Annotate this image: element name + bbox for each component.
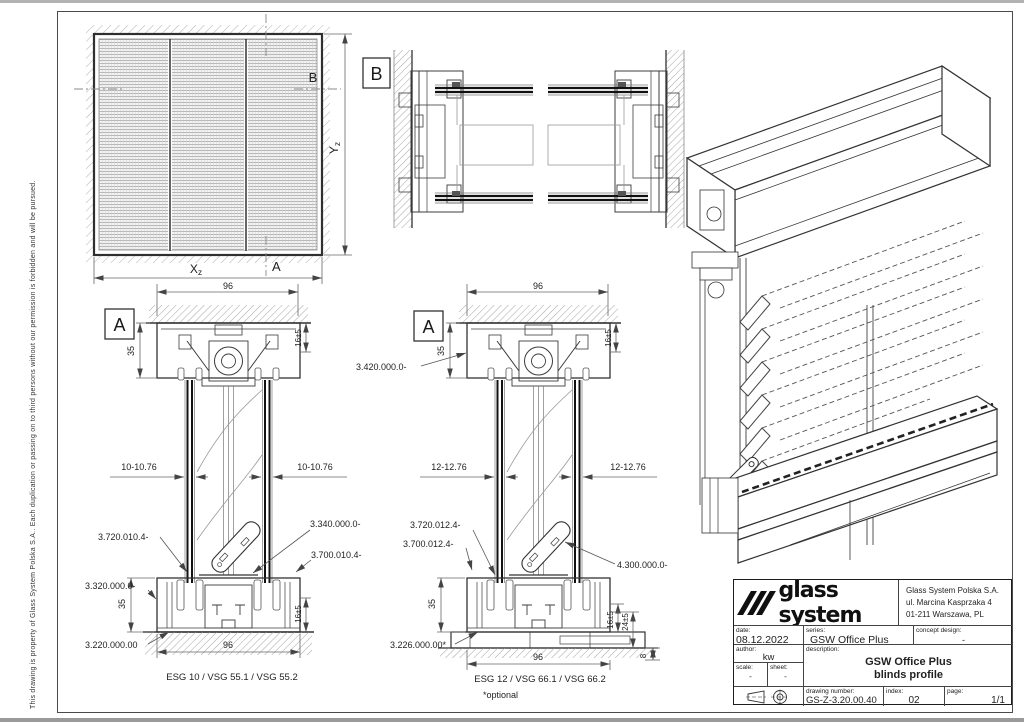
part-gasket-inner: 3.720.010.4- bbox=[98, 532, 149, 542]
header-beam bbox=[687, 66, 990, 298]
blinds-panel-texture bbox=[99, 39, 317, 250]
section-a1-view bbox=[85, 281, 362, 683]
dim-16-bottom: 16±5 bbox=[606, 611, 615, 629]
dim-16-bottom: 16±5 bbox=[294, 605, 303, 623]
dim-xz: Xz bbox=[189, 262, 203, 277]
page-cell bbox=[944, 686, 1013, 706]
sheet-label: sheet: bbox=[770, 664, 788, 671]
disclaimer-text: This drawing is property of Glass System Polska S.A.. Each duplication or passing on to third persons without our permission is forbidden and will be pursued. bbox=[30, 180, 37, 709]
dim-35-top: 35 bbox=[126, 345, 136, 357]
base-plate bbox=[451, 632, 645, 648]
section-b-label: B bbox=[370, 64, 383, 84]
wall-hatch-right bbox=[666, 50, 684, 228]
author-value: kw bbox=[762, 652, 775, 662]
index-value: 02 bbox=[908, 695, 920, 706]
section-b-mark: B bbox=[308, 70, 318, 85]
author-cell bbox=[734, 644, 803, 662]
dim-glass-right: 10-10.76 bbox=[297, 462, 333, 472]
iso-view bbox=[687, 66, 997, 563]
wall-hatch-left bbox=[394, 50, 412, 228]
dim-glass-left: 12-12.76 bbox=[431, 462, 467, 472]
dim-35-bottom: 35 bbox=[117, 598, 127, 610]
part-gasket-outer: 3.700.010.4- bbox=[311, 550, 362, 560]
series-label: series: bbox=[806, 627, 826, 634]
description-label: description: bbox=[806, 646, 840, 653]
section-b-view bbox=[363, 50, 684, 228]
sheet-value: - bbox=[784, 672, 787, 681]
part-gasket-inner: 3.720.012.4- bbox=[410, 520, 461, 530]
section-a1-label: A bbox=[113, 315, 126, 335]
date-value: 08.12.2022 bbox=[736, 634, 789, 644]
part-top-profile: 3.420.000.0- bbox=[356, 362, 407, 372]
first-angle-projection-icon bbox=[744, 689, 796, 705]
drawing-number-value: GS-Z-3.20.00.40 bbox=[806, 695, 877, 706]
part-gasket-outer: 3.700.012.4- bbox=[403, 539, 454, 549]
concept-design-value: - bbox=[962, 635, 965, 644]
dim-8-plate: 8 bbox=[639, 653, 648, 659]
drawing-number-label: drawing number: bbox=[806, 688, 855, 695]
section-a2-texts bbox=[356, 281, 668, 700]
dim-16-top: 16±5 bbox=[604, 329, 613, 347]
dim-96-top: 96 bbox=[532, 281, 544, 291]
company-line1: Glass System Polska S.A. bbox=[906, 586, 999, 595]
part-bottom-rail: 3.340.000.0- bbox=[310, 519, 361, 529]
scale-value: - bbox=[749, 672, 752, 681]
part-bottom-profile: 3.320.000.0- bbox=[85, 581, 136, 591]
title-block bbox=[733, 579, 1012, 705]
glass-spec-label: ESG 10 / VSG 55.1 / VSG 55.2 bbox=[166, 672, 298, 683]
description-line2: blinds profile bbox=[873, 669, 944, 681]
front-view bbox=[74, 14, 352, 284]
page-label: page: bbox=[947, 688, 964, 695]
company-line3: 01-211 Warszawa, PL bbox=[906, 610, 984, 619]
glass-reflection-arcs bbox=[197, 390, 262, 540]
concept-design-label: concept design: bbox=[916, 627, 962, 634]
glass-plan bbox=[435, 85, 648, 203]
optional-note: *optional bbox=[483, 690, 519, 700]
dim-glass-left: 10-10.76 bbox=[121, 462, 157, 472]
dim-24-bottom: 24±5 bbox=[621, 613, 630, 631]
company-cell bbox=[898, 580, 1013, 625]
date-cell bbox=[734, 625, 803, 644]
index-cell bbox=[883, 686, 944, 706]
drawing-number-cell bbox=[803, 686, 883, 706]
dim-35-top: 35 bbox=[436, 345, 446, 357]
part-base-plate: 3.226.000.00* bbox=[390, 640, 447, 650]
index-label: index: bbox=[886, 688, 904, 695]
section-a2-view bbox=[356, 281, 668, 700]
logo-cell bbox=[734, 580, 898, 625]
scale-cell bbox=[734, 662, 767, 686]
series-cell bbox=[803, 625, 913, 644]
company-line2: ul. Marcina Kasprzaka 4 bbox=[906, 598, 992, 607]
date-label: date: bbox=[736, 627, 751, 634]
projection-symbol-cell bbox=[734, 686, 803, 706]
dim-16-top: 16±5 bbox=[294, 329, 303, 347]
dim-96-bottom: 96 bbox=[222, 640, 234, 650]
page-value: 1/1 bbox=[991, 695, 1005, 706]
description-line1: GSW Office Plus bbox=[865, 656, 952, 668]
sheet-cell bbox=[767, 662, 803, 686]
glass-reflection-arcs bbox=[507, 390, 572, 540]
cassette-outline bbox=[457, 95, 624, 193]
glass-system-logo-icon bbox=[744, 591, 773, 615]
section-a2-dim-lines bbox=[420, 284, 660, 670]
glass-spec-label: ESG 12 / VSG 66.1 / VSG 66.2 bbox=[474, 674, 606, 685]
gasket-dots bbox=[452, 82, 626, 196]
dim-yz: Yz bbox=[327, 141, 342, 155]
series-value: GSW Office Plus bbox=[810, 634, 889, 644]
concept-design-cell bbox=[913, 625, 1013, 644]
description-cell bbox=[803, 644, 1013, 686]
section-a2-label: A bbox=[422, 317, 435, 337]
louvre-slat-section bbox=[209, 519, 264, 576]
author-label: author: bbox=[736, 646, 757, 653]
dim-glass-right: 12-12.76 bbox=[610, 462, 646, 472]
part-slat: 4.300.000.0- bbox=[617, 560, 668, 570]
logo-text: glass system bbox=[778, 580, 862, 625]
dim-35-bottom: 35 bbox=[427, 598, 437, 610]
dim-96-top: 96 bbox=[222, 281, 234, 291]
part-base-profile: 3.220.000.00 bbox=[85, 640, 138, 650]
section-a-mark: A bbox=[272, 259, 281, 274]
scale-label: scale: bbox=[736, 664, 753, 671]
louvre-slat-section bbox=[519, 519, 574, 576]
dim-96-bottom: 96 bbox=[532, 652, 544, 662]
